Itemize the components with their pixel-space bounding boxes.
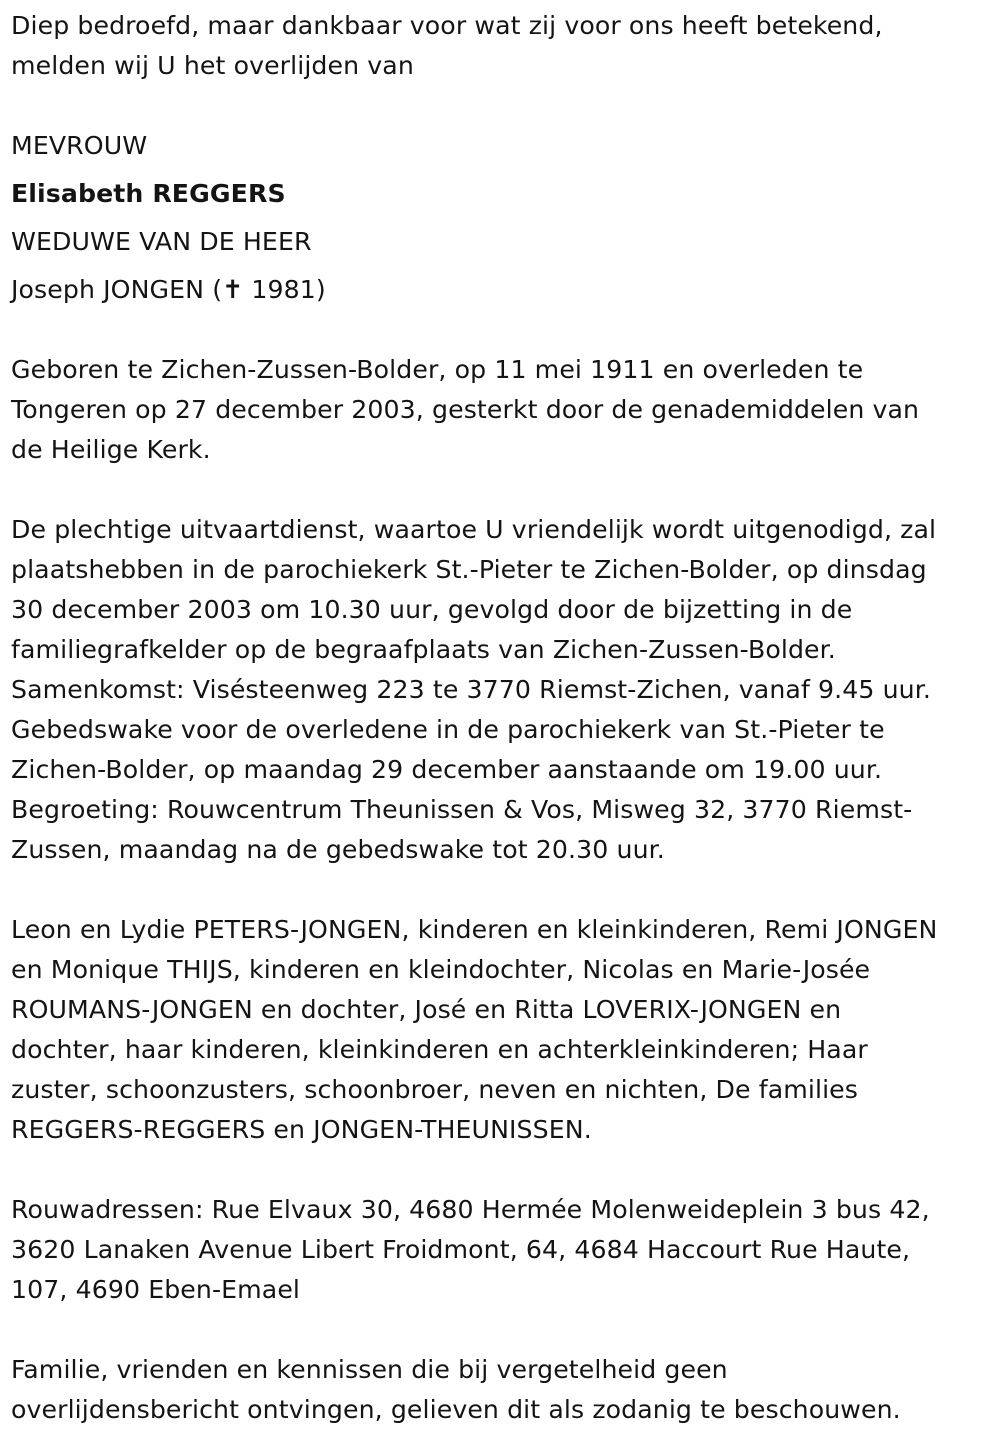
address-line: Rouwadressen: Rue Elvaux 30, 4680 Hermée Molenweideplein 3 bus 42, <box>11 1195 930 1224</box>
family-line: Leon en Lydie PETERS-JONGEN, kinderen en kleinkinderen, Remi JONGEN <box>11 915 938 944</box>
paragraph-gap <box>11 470 986 510</box>
closing-line: Familie, vrienden en kennissen die bij vergetelheid geen <box>11 1355 728 1384</box>
family-line: en Monique THIJS, kinderen en kleindochter, Nicolas en Marie-Josée <box>11 955 871 984</box>
deceased-name: Elisabeth REGGERS <box>11 179 286 208</box>
intro-line: melden wij U het overlijden van <box>11 51 414 80</box>
funeral-line: 30 december 2003 om 10.30 uur, gevolgd door de bijzetting in de <box>11 595 853 624</box>
paragraph-gap <box>11 86 986 126</box>
spouse-name: Joseph JONGEN (✝ 1981) <box>11 275 326 304</box>
closing-paragraph <box>11 1350 986 1430</box>
paragraph-gap <box>11 1310 986 1350</box>
family-line: dochter, haar kinderen, kleinkinderen en achterkleinkinderen; Haar <box>11 1035 868 1064</box>
birth-death-line: Tongeren op 27 december 2003, gesterkt door de genademiddelen van <box>11 395 920 424</box>
funeral-line: De plechtige uitvaartdienst, waartoe U vriendelijk wordt uitgenodigd, zal <box>11 515 937 544</box>
intro-line: Diep bedroefd, maar dankbaar voor wat zij voor ons heeft betekend, <box>11 11 883 40</box>
funeral-line: Zussen, maandag na de gebedswake tot 20.30 uur. <box>11 835 665 864</box>
funeral-paragraph <box>11 510 986 870</box>
intro-paragraph <box>11 6 986 86</box>
funeral-line: Gebedswake voor de overledene in de parochiekerk van St.-Pieter te <box>11 715 885 744</box>
addresses-paragraph <box>11 1190 986 1310</box>
birth-death-line: Geboren te Zichen-Zussen-Bolder, op 11 mei 1911 en overleden te <box>11 355 864 384</box>
family-line: REGGERS-REGGERS en JONGEN-THEUNISSEN. <box>11 1115 592 1144</box>
funeral-line: Samenkomst: Visésteenweg 223 te 3770 Riemst-Zichen, vanaf 9.45 uur. <box>11 675 931 704</box>
family-line: zuster, schoonzusters, schoonbroer, neven en nichten, De families <box>11 1075 858 1104</box>
closing-line: overlijdensbericht ontvingen, gelieven dit als zodanig te beschouwen. <box>11 1395 901 1424</box>
funeral-line: familiegrafkelder op de begraafplaats van Zichen-Zussen-Bolder. <box>11 635 836 664</box>
paragraph-gap <box>11 1150 986 1190</box>
birth-death-paragraph <box>11 350 986 470</box>
obituary-notice <box>11 6 986 1430</box>
funeral-line: Begroeting: Rouwcentrum Theunissen & Vos, Misweg 32, 3770 Riemst- <box>11 795 913 824</box>
paragraph-gap <box>11 870 986 910</box>
funeral-line: Zichen-Bolder, op maandag 29 december aanstaande om 19.00 uur. <box>11 755 883 784</box>
widow-of-label: WEDUWE VAN DE HEER <box>11 227 312 256</box>
address-line: 107, 4690 Eben-Emael <box>11 1275 301 1304</box>
funeral-line: plaatshebben in de parochiekerk St.-Pieter te Zichen-Bolder, op dinsdag <box>11 555 927 584</box>
deceased-block <box>11 126 986 310</box>
family-paragraph <box>11 910 986 1150</box>
family-line: ROUMANS-JONGEN en dochter, José en Ritta LOVERIX-JONGEN en <box>11 995 842 1024</box>
birth-death-line: de Heilige Kerk. <box>11 435 211 464</box>
salutation: MEVROUW <box>11 131 148 160</box>
paragraph-gap <box>11 310 986 350</box>
address-line: 3620 Lanaken Avenue Libert Froidmont, 64, 4684 Haccourt Rue Haute, <box>11 1235 911 1264</box>
